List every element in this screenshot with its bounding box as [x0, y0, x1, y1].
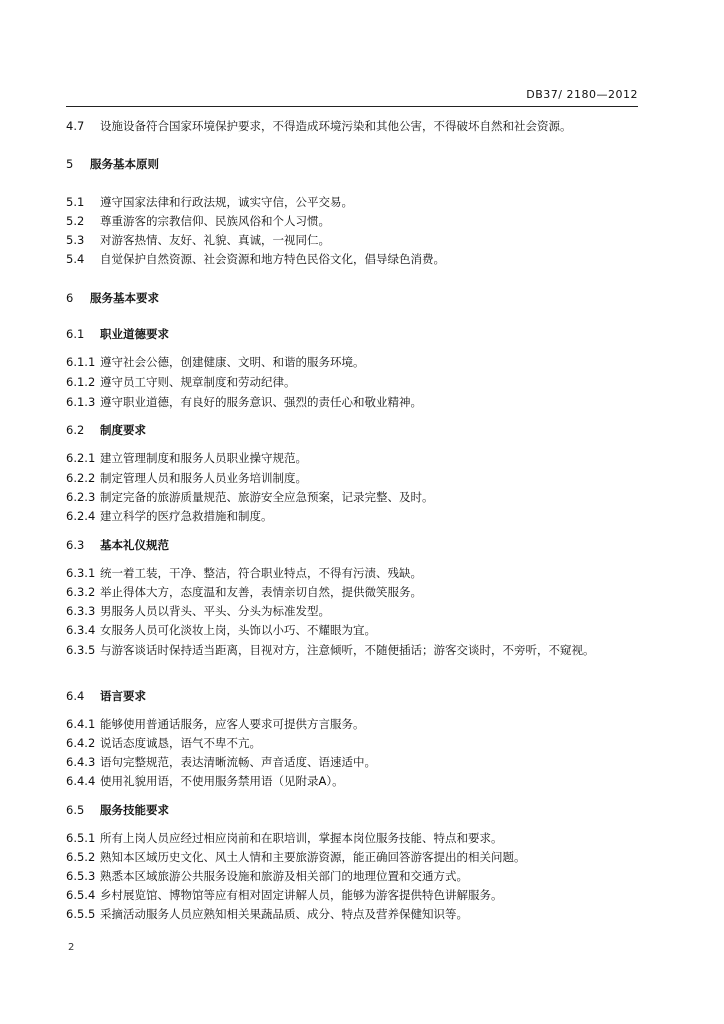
clause-number: 6.2.2 [66, 471, 96, 485]
clause-number: 5.2 [66, 214, 85, 228]
clause-text: 遵守职业道德，有良好的服务意识、强烈的责任心和敬业精神。 [100, 395, 422, 409]
section-title: 服务基本要求 [90, 291, 159, 305]
clause-number: 6.1.3 [66, 395, 96, 409]
clause-text: 统一着工装，干净、整洁，符合职业特点，不得有污渍、残缺。 [100, 566, 422, 580]
subsection-number: 6.3 [66, 538, 85, 552]
clause-6-5-1 [66, 830, 638, 846]
clause-text: 对游客热情、友好、礼貌、真诚，一视同仁。 [100, 233, 330, 247]
clause-6-3-5 [66, 641, 638, 659]
clause-number: 5.3 [66, 233, 85, 247]
clause-number: 6.2.4 [66, 509, 96, 523]
clause-6-3-1 [66, 565, 638, 581]
clause-number: 5.4 [66, 252, 85, 266]
clause-text: 语句完整规范，表达清晰流畅、声音适度、语速适中。 [100, 755, 376, 769]
subsection-6-3-heading [66, 537, 638, 553]
clause-4-7 [66, 118, 638, 134]
clause-number: 6.3.4 [66, 623, 96, 637]
subsection-number: 6.2 [66, 423, 85, 437]
clause-6-1-2 [66, 374, 638, 390]
clause-6-3-3 [66, 603, 638, 619]
section-5-heading [66, 156, 638, 172]
clause-text: 遵守国家法律和行政法规，诚实守信，公平交易。 [100, 195, 353, 209]
clause-6-2-3 [66, 489, 638, 505]
clause-text: 遵守员工守则、规章制度和劳动纪律。 [100, 375, 296, 389]
clause-6-1-1 [66, 354, 638, 370]
clause-text: 说话态度诚恳，语气不卑不亢。 [100, 736, 261, 750]
clause-6-4-3 [66, 754, 638, 770]
header-divider [66, 106, 638, 107]
clause-5-4 [66, 251, 638, 267]
subsection-title: 服务技能要求 [100, 803, 169, 817]
clause-6-5-2 [66, 849, 638, 865]
section-title: 服务基本原则 [90, 157, 159, 171]
clause-5-1 [66, 194, 638, 210]
subsection-number: 6.4 [66, 689, 85, 703]
clause-6-4-4 [66, 773, 638, 789]
subsection-6-2-heading [66, 422, 638, 438]
clause-text: 采摘活动服务人员应熟知相关果蔬品质、成分、特点及营养保健知识等。 [100, 907, 468, 921]
clause-text: 制定管理人员和服务人员业务培训制度。 [100, 471, 307, 485]
clause-text: 遵守社会公德，创建健康、文明、和谐的服务环境。 [100, 355, 365, 369]
subsection-title: 制度要求 [100, 423, 146, 437]
subsection-title: 语言要求 [100, 689, 146, 703]
clause-number: 6.4.1 [66, 717, 96, 731]
clause-text: 自觉保护自然资源、社会资源和地方特色民俗文化，倡导绿色消费。 [100, 252, 445, 266]
clause-6-2-4 [66, 508, 638, 524]
clause-number: 6.3.2 [66, 585, 96, 599]
clause-text: 女服务人员可化淡妆上岗，头饰以小巧、不耀眼为宜。 [100, 623, 376, 637]
clause-number: 6.1.1 [66, 355, 96, 369]
subsection-title: 职业道德要求 [100, 327, 169, 341]
clause-number: 6.4.4 [66, 774, 96, 788]
subsection-number: 6.1 [66, 327, 85, 341]
clause-number: 6.5.4 [66, 888, 96, 902]
clause-number: 6.5.2 [66, 850, 96, 864]
clause-number: 5.1 [66, 195, 85, 209]
clause-number: 6.2.3 [66, 490, 96, 504]
clause-6-4-1 [66, 716, 638, 732]
page-number: 2 [68, 942, 75, 953]
subsection-title: 基本礼仪规范 [100, 538, 169, 552]
clause-number: 6.5.3 [66, 869, 96, 883]
clause-number: 4.7 [66, 119, 85, 133]
clause-text: 所有上岗人员应经过相应岗前和在职培训，掌握本岗位服务技能、特点和要求。 [100, 831, 503, 845]
clause-text: 建立管理制度和服务人员职业操守规范。 [100, 451, 307, 465]
clause-text: 熟悉本区域旅游公共服务设施和旅游及相关部门的地理位置和交通方式。 [100, 869, 468, 883]
clause-6-3-4 [66, 622, 638, 638]
section-6-heading [66, 290, 638, 306]
subsection-6-1-heading [66, 326, 638, 342]
clause-text: 能够使用普通话服务，应客人要求可提供方言服务。 [100, 717, 365, 731]
clause-5-2 [66, 213, 638, 229]
subsection-number: 6.5 [66, 803, 85, 817]
clause-6-1-3 [66, 394, 638, 410]
clause-6-2-2 [66, 470, 638, 486]
clause-6-5-5 [66, 906, 638, 922]
clause-text: 乡村展览馆、博物馆等应有相对固定讲解人员，能够为游客提供特色讲解服务。 [100, 888, 503, 902]
clause-number: 6.3.5 [66, 643, 96, 657]
clause-text: 使用礼貌用语，不使用服务禁用语（见附录A）。 [100, 774, 344, 788]
clause-text: 制定完备的旅游质量规范、旅游安全应急预案，记录完整、及时。 [100, 490, 434, 504]
document-code: DB37/ 2180—2012 [526, 88, 638, 101]
clause-6-2-1 [66, 450, 638, 466]
clause-6-4-2 [66, 735, 638, 751]
clause-text: 举止得体大方，态度温和友善，表情亲切自然，提供微笑服务。 [100, 585, 422, 599]
subsection-6-4-heading [66, 688, 638, 704]
section-number: 6 [66, 291, 74, 305]
clause-6-3-2 [66, 584, 638, 600]
clause-number: 6.1.2 [66, 375, 96, 389]
clause-number: 6.5.1 [66, 831, 96, 845]
clause-text: 建立科学的医疗急救措施和制度。 [100, 509, 273, 523]
clause-6-5-3 [66, 868, 638, 884]
subsection-6-5-heading [66, 802, 638, 818]
section-number: 5 [66, 157, 74, 171]
clause-text: 尊重游客的宗教信仰、民族风俗和个人习惯。 [100, 214, 330, 228]
clause-text: 男服务人员以背头、平头、分头为标准发型。 [100, 604, 330, 618]
clause-text: 设施设备符合国家环境保护要求，不得造成环境污染和其他公害，不得破坏自然和社会资源。 [100, 119, 572, 133]
clause-number: 6.3.1 [66, 566, 96, 580]
clause-number: 6.5.5 [66, 907, 96, 921]
clause-text: 熟知本区域历史文化、风土人情和主要旅游资源，能正确回答游客提出的相关问题。 [100, 850, 526, 864]
clause-6-5-4 [66, 887, 638, 903]
clause-number: 6.4.3 [66, 755, 96, 769]
clause-number: 6.2.1 [66, 451, 96, 465]
clause-5-3 [66, 232, 638, 248]
clause-text: 与游客谈话时保持适当距离，目视对方，注意倾听，不随便插话；游客交谈时，不旁听，不窥视。 [100, 643, 595, 657]
clause-number: 6.4.2 [66, 736, 96, 750]
clause-number: 6.3.3 [66, 604, 96, 618]
